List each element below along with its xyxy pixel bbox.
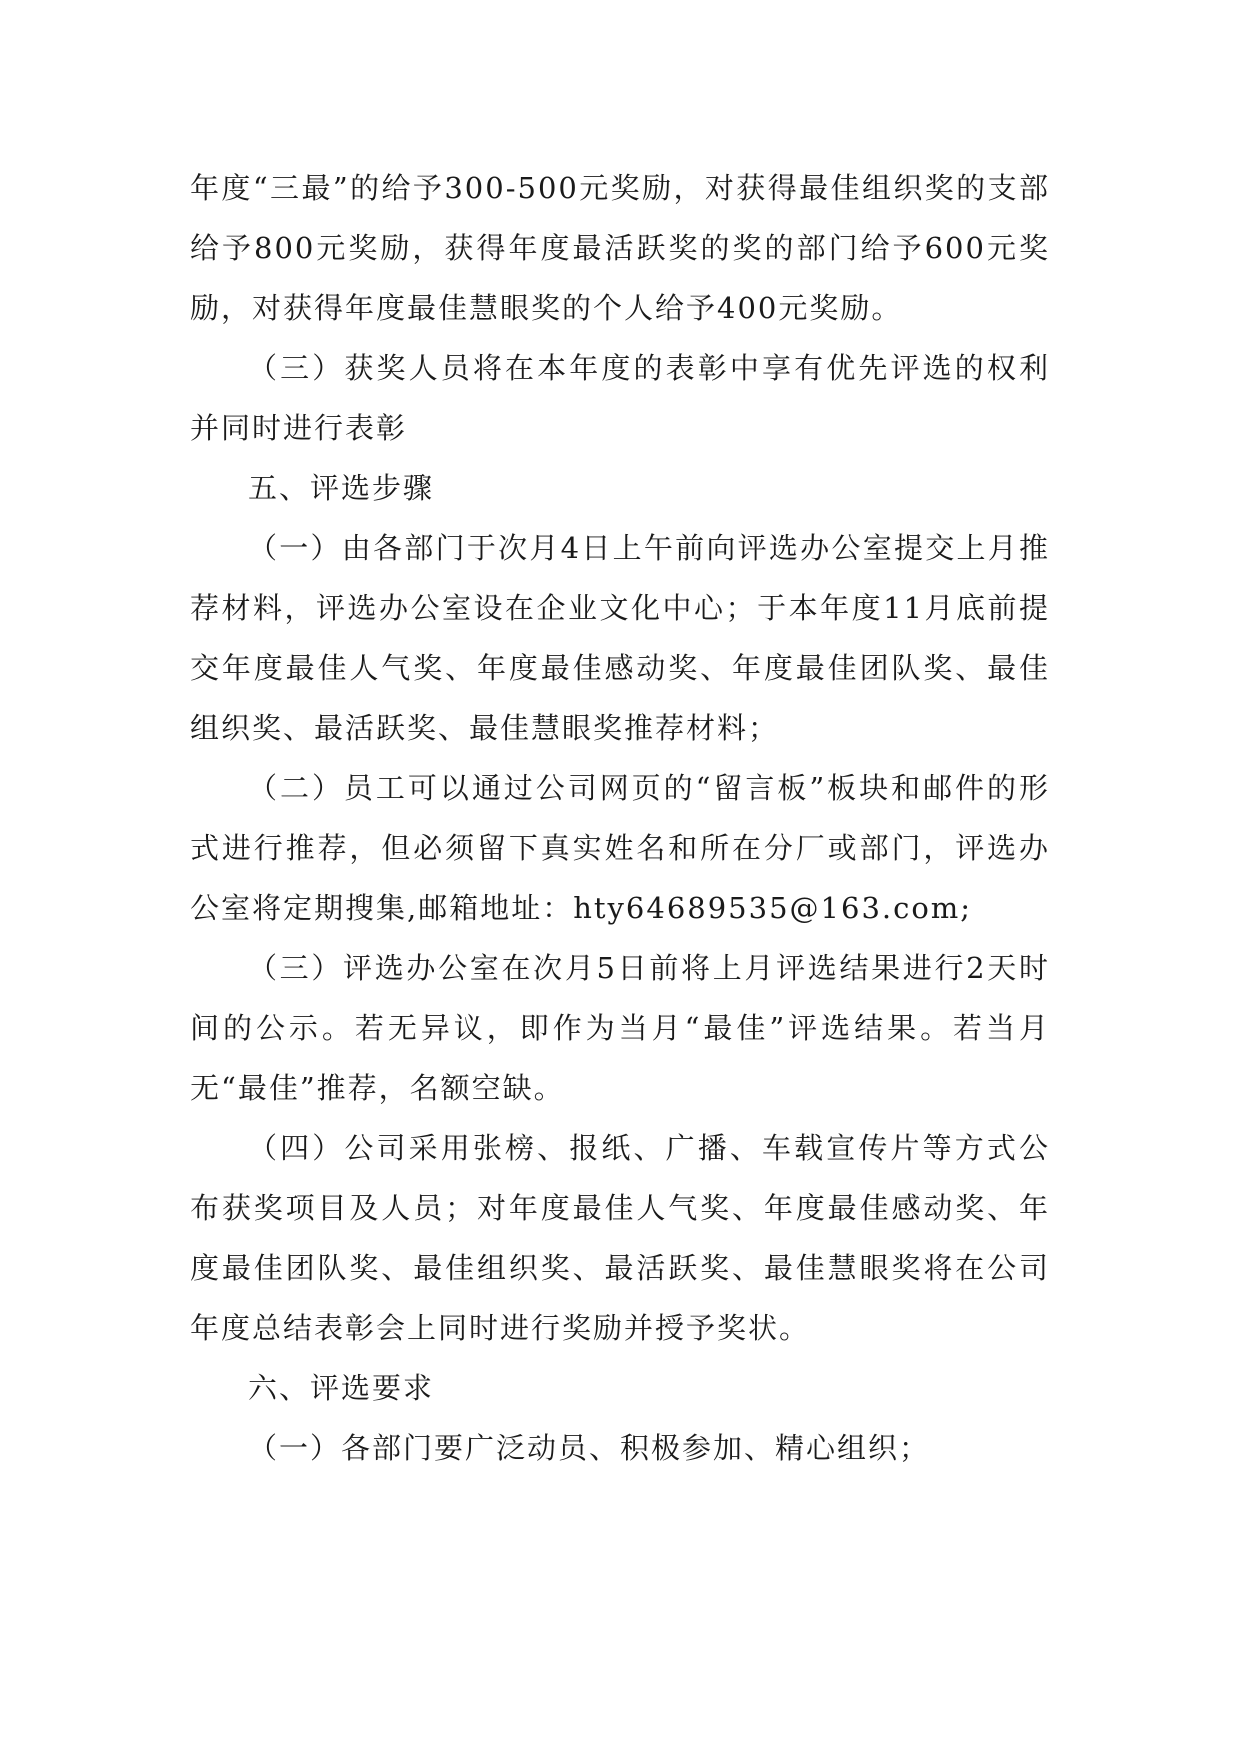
award-priority-paragraph: （三）获奖人员将在本年度的表彰中享有优先评选的权利并同时进行表彰 [190,351,1050,445]
section-heading-selection-steps: 五、评选步骤 [248,471,435,505]
requirement-one-paragraph: （一）各部门要广泛动员、积极参加、精心组织； [248,1431,931,1465]
step-three-paragraph: （三）评选办公室在次月5日前将上月评选结果进行2天时间的公示。若无异议，即作为当月“最佳”评选结果。若当月无“最佳”推荐，名额空缺。 [190,951,1050,1105]
document-body [190,158,1050,1478]
section-heading-selection-requirements: 六、评选要求 [248,1371,435,1405]
step-two-paragraph: （二）员工可以通过公司网页的“留言板”板块和邮件的形式进行推荐，但必须留下真实姓名和所在分厂或部门，评选办公室将定期搜集,邮箱地址：hty64689535@163.com; [190,771,1050,925]
step-one-paragraph: （一）由各部门于次月4日上午前向评选办公室提交上月推荐材料，评选办公室设在企业文化中心；于本年度11月底前提交年度最佳人气奖、年度最佳感动奖、年度最佳团队奖、最佳组织奖、最活跃奖、最佳慧眼奖推荐材料； [190,531,1050,745]
award-amounts-paragraph: 年度“三最”的给予300-500元奖励，对获得最佳组织奖的支部给予800元奖励，获得年度最活跃奖的奖的部门给予600元奖励，对获得年度最佳慧眼奖的个人给予400元奖励。 [190,171,1050,325]
step-four-paragraph: （四）公司采用张榜、报纸、广播、车载宣传片等方式公布获奖项目及人员；对年度最佳人气奖、年度最佳感动奖、年度最佳团队奖、最佳组织奖、最活跃奖、最佳慧眼奖将在公司年度总结表彰会上同时进行奖励并授予奖状。 [190,1131,1050,1345]
